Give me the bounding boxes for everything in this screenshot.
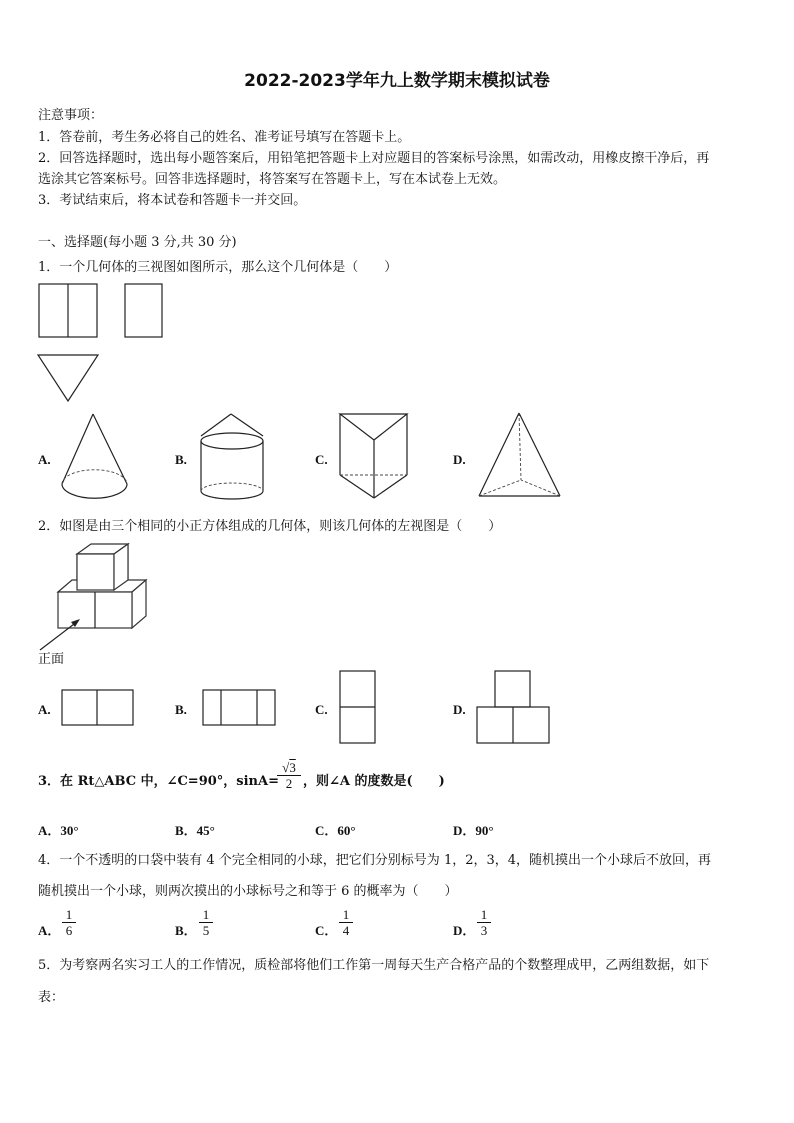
q3-denominator: 2 <box>285 776 293 791</box>
q4-text-line2: 随机摸出一个小球，则两次摸出的小球标号之和等于 6 的概率为（ ） <box>38 884 458 899</box>
q2-option-a-label: A. <box>38 702 51 717</box>
q4-option-a-fraction <box>62 907 76 939</box>
q3-option-c: C．60° <box>315 823 356 838</box>
q2-option-b-label: B. <box>175 702 187 717</box>
q4-option-b-num: 1 <box>199 907 213 923</box>
q4-option-b-fraction <box>199 907 213 939</box>
q2-option-c-label: C. <box>315 702 328 717</box>
q4-option-a-label: A． <box>38 923 61 938</box>
q2-front-label: 正面 <box>38 652 65 667</box>
q4-option-d-label: D． <box>453 923 476 938</box>
q2-text: 2．如图是由三个相同的小正方体组成的几何体，则该几何体的左视图是（ ） <box>38 519 502 534</box>
q4-option-d-den: 3 <box>480 923 488 938</box>
page-title: 2022-2023学年九上数学期末模拟试卷 <box>244 71 550 91</box>
q5-text-line1: 5．为考察两名实习工人的工作情况，质检部将他们工作第一周每天生产合格产品的个数整理成甲，乙两组数据，如下 <box>38 958 710 973</box>
q4-option-a-den: 6 <box>65 923 73 938</box>
notice-item-3: 3．考试结束后，将本试卷和答题卡一并交回。 <box>38 193 307 208</box>
q5-text-line2: 表： <box>38 990 65 1005</box>
q2-option-b-view <box>203 690 275 725</box>
q4-option-d-num: 1 <box>477 907 491 923</box>
q4-option-c-label: C． <box>315 923 338 938</box>
q3-option-a: A．30° <box>38 823 79 838</box>
q1-option-d-label: D. <box>453 452 466 467</box>
q3-sqrt-arg: 3 <box>289 760 296 775</box>
q1-option-b-label: B. <box>175 452 187 467</box>
notice-item-2-cont: 选涂其它答案标号。回答非选择题时，将答案写在答题卡上，写在本试卷上无效。 <box>38 172 507 187</box>
q4-option-b-label: B． <box>175 923 197 938</box>
q2-option-d-view <box>477 671 549 743</box>
q2-option-c-view <box>340 671 375 743</box>
q4-text-line1: 4．一个不透明的口袋中装有 4 个完全相同的小球，把它们分别标号为 1，2，3，4，随机摸出一个小球后不放回，再 <box>38 853 712 868</box>
notice-heading: 注意事项： <box>38 108 104 123</box>
q1-text: 1．一个几何体的三视图如图所示，那么这个几何体是（ ） <box>38 260 398 275</box>
q2-option-a-view <box>62 690 133 725</box>
q4-option-c-den: 4 <box>342 923 350 938</box>
q4-option-b-den: 5 <box>202 923 210 938</box>
notice-item-1: 1．答卷前，考生务必将自己的姓名、准考证号填写在答题卡上。 <box>38 130 411 145</box>
q1-option-a-label: A. <box>38 452 51 467</box>
q2-option-d-label: D. <box>453 702 466 717</box>
q3-option-b: B．45° <box>175 823 215 838</box>
notice-item-2: 2．回答选择题时，选出每小题答案后，用铅笔把答题卡上对应题目的答案标号涂黑，如需改动，用橡皮擦干净后，再 <box>38 151 710 166</box>
q4-option-a-num: 1 <box>62 907 76 923</box>
q4-option-d-fraction <box>477 907 491 939</box>
section-heading: 一、选择题(每小题 3 分,共 30 分) <box>38 235 237 250</box>
q3-text-suffix: ，则∠A 的度数是( ) <box>303 774 445 789</box>
q3-fraction: $\frac{√3}{2}$ <box>277 760 301 792</box>
q3-text-prefix: 3．在 Rt△ABC 中，∠C=90°，sinA= <box>38 774 279 789</box>
q4-option-c-num: 1 <box>339 907 353 923</box>
q3-option-d: D．90° <box>453 823 494 838</box>
q4-option-c-fraction <box>339 907 353 939</box>
q1-option-c-label: C. <box>315 452 328 467</box>
